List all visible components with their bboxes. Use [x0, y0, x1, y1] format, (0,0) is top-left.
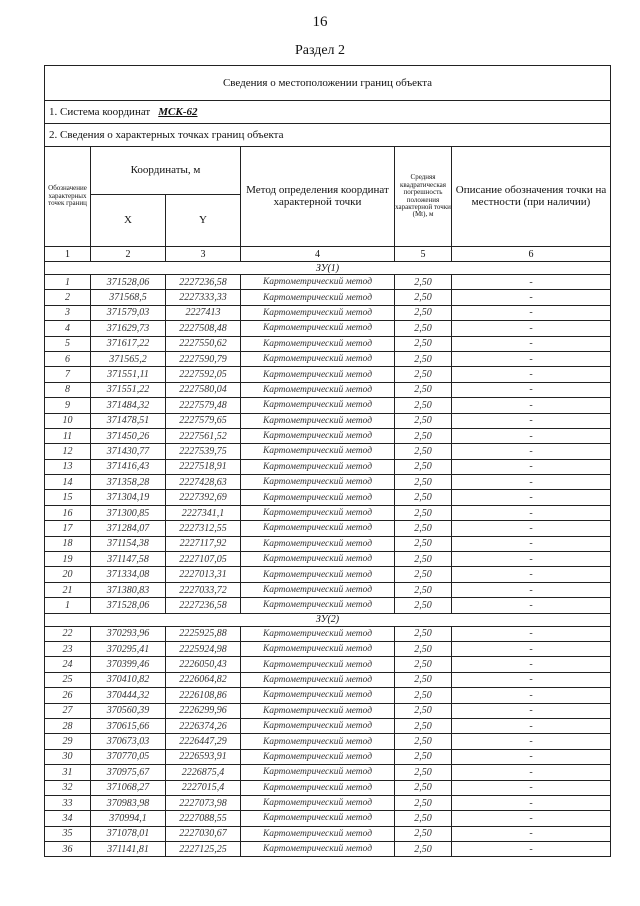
point-number: 4 — [45, 321, 91, 336]
coord-x: 370975,67 — [91, 765, 166, 780]
coord-y: 2227590,79 — [166, 351, 241, 366]
point-number: 36 — [45, 842, 91, 857]
coord-y: 2226108,86 — [166, 688, 241, 703]
coord-x: 371430,77 — [91, 444, 166, 459]
column-numbers-row — [45, 247, 611, 262]
table-row — [45, 459, 611, 474]
coord-x: 371078,01 — [91, 826, 166, 841]
rmse: 2,50 — [395, 598, 452, 613]
coord-x: 370444,32 — [91, 688, 166, 703]
rmse: 2,50 — [395, 382, 452, 397]
coordinate-system-label: 1. Система координат — [49, 106, 151, 118]
table-row — [45, 842, 611, 857]
coord-y: 2226064,82 — [166, 672, 241, 687]
rmse: 2,50 — [395, 703, 452, 718]
points-section-title: 2. Сведения о характерных точках границ объекта — [45, 124, 611, 147]
coord-y: 2226593,91 — [166, 749, 241, 764]
coord-x: 371617,22 — [91, 336, 166, 351]
method: Картометрический метод — [241, 626, 395, 641]
method: Картометрический метод — [241, 413, 395, 428]
description: - — [452, 444, 611, 459]
point-number: 22 — [45, 626, 91, 641]
point-number: 10 — [45, 413, 91, 428]
method: Картометрический метод — [241, 657, 395, 672]
rmse: 2,50 — [395, 734, 452, 749]
point-number: 2 — [45, 290, 91, 305]
description: - — [452, 811, 611, 826]
point-number: 8 — [45, 382, 91, 397]
rmse: 2,50 — [395, 795, 452, 810]
description: - — [452, 703, 611, 718]
description: - — [452, 749, 611, 764]
header-description: Описание обозначения точки на местности (при наличии) — [452, 147, 611, 247]
point-number: 26 — [45, 688, 91, 703]
table-row — [45, 749, 611, 764]
point-number: 32 — [45, 780, 91, 795]
description: - — [452, 672, 611, 687]
coord-x: 370983,98 — [91, 795, 166, 810]
table-row — [45, 811, 611, 826]
description: - — [452, 490, 611, 505]
coord-y: 2227413 — [166, 305, 241, 320]
coord-x: 371551,22 — [91, 382, 166, 397]
rmse: 2,50 — [395, 490, 452, 505]
boundary-points-table — [44, 65, 611, 857]
column-number: 4 — [241, 247, 395, 262]
table-row — [45, 305, 611, 320]
method: Картометрический метод — [241, 305, 395, 320]
point-number: 12 — [45, 444, 91, 459]
rmse: 2,50 — [395, 275, 452, 290]
description: - — [452, 582, 611, 597]
method: Картометрический метод — [241, 490, 395, 505]
group-name: ЗУ(2) — [45, 613, 611, 626]
rmse: 2,50 — [395, 521, 452, 536]
point-number: 20 — [45, 567, 91, 582]
point-number: 31 — [45, 765, 91, 780]
point-number: 19 — [45, 552, 91, 567]
table-row — [45, 382, 611, 397]
coord-y: 2227030,67 — [166, 826, 241, 841]
coord-x: 371528,06 — [91, 598, 166, 613]
coord-x: 371300,85 — [91, 505, 166, 520]
description: - — [452, 351, 611, 366]
table-row — [45, 765, 611, 780]
description: - — [452, 305, 611, 320]
header-y: Y — [166, 195, 241, 247]
rmse: 2,50 — [395, 826, 452, 841]
description: - — [452, 428, 611, 443]
coord-x: 371068,27 — [91, 780, 166, 795]
header-x: X — [91, 195, 166, 247]
table-row — [45, 413, 611, 428]
coord-x: 371478,51 — [91, 413, 166, 428]
description: - — [452, 795, 611, 810]
header-coordinates: Координаты, м — [91, 147, 241, 195]
column-number: 3 — [166, 247, 241, 262]
table-row — [45, 688, 611, 703]
rmse: 2,50 — [395, 552, 452, 567]
point-number: 13 — [45, 459, 91, 474]
method: Картометрический метод — [241, 672, 395, 687]
description: - — [452, 718, 611, 733]
point-number: 17 — [45, 521, 91, 536]
method: Картометрический метод — [241, 780, 395, 795]
coord-x: 371450,26 — [91, 428, 166, 443]
table-row — [45, 275, 611, 290]
coord-y: 2227580,04 — [166, 382, 241, 397]
coord-x: 371579,03 — [91, 305, 166, 320]
coord-y: 2226374,26 — [166, 718, 241, 733]
coord-x: 371304,19 — [91, 490, 166, 505]
table-row — [45, 718, 611, 733]
coord-y: 2227333,33 — [166, 290, 241, 305]
rmse: 2,50 — [395, 657, 452, 672]
description: - — [452, 398, 611, 413]
table-row — [45, 626, 611, 641]
coord-y: 2227236,58 — [166, 275, 241, 290]
rmse: 2,50 — [395, 444, 452, 459]
point-number: 7 — [45, 367, 91, 382]
point-number: 30 — [45, 749, 91, 764]
description: - — [452, 598, 611, 613]
description: - — [452, 780, 611, 795]
coord-y: 2226447,29 — [166, 734, 241, 749]
coordinate-system-value: МСК-62 — [158, 106, 198, 118]
coord-x: 371416,43 — [91, 459, 166, 474]
table-row — [45, 398, 611, 413]
rmse: 2,50 — [395, 780, 452, 795]
table-row — [45, 826, 611, 841]
point-number: 15 — [45, 490, 91, 505]
coord-y: 2227312,55 — [166, 521, 241, 536]
description: - — [452, 626, 611, 641]
coord-y: 2227561,52 — [166, 428, 241, 443]
description: - — [452, 826, 611, 841]
method: Картометрический метод — [241, 351, 395, 366]
method: Картометрический метод — [241, 382, 395, 397]
point-number: 18 — [45, 536, 91, 551]
table-row — [45, 780, 611, 795]
method: Картометрический метод — [241, 811, 395, 826]
method: Картометрический метод — [241, 842, 395, 857]
table-row — [45, 336, 611, 351]
coord-y: 2227088,55 — [166, 811, 241, 826]
coord-x: 371629,73 — [91, 321, 166, 336]
point-number: 29 — [45, 734, 91, 749]
coord-x: 371154,38 — [91, 536, 166, 551]
coord-x: 371551,11 — [91, 367, 166, 382]
description: - — [452, 842, 611, 857]
table-row — [45, 598, 611, 613]
rmse: 2,50 — [395, 475, 452, 490]
coord-x: 370770,05 — [91, 749, 166, 764]
coord-x: 371568,5 — [91, 290, 166, 305]
method: Картометрический метод — [241, 459, 395, 474]
method: Картометрический метод — [241, 703, 395, 718]
rmse: 2,50 — [395, 567, 452, 582]
coord-x: 371334,08 — [91, 567, 166, 582]
point-number: 28 — [45, 718, 91, 733]
coord-y: 2227125,25 — [166, 842, 241, 857]
point-number: 14 — [45, 475, 91, 490]
point-number: 35 — [45, 826, 91, 841]
method: Картометрический метод — [241, 290, 395, 305]
method: Картометрический метод — [241, 552, 395, 567]
point-number: 16 — [45, 505, 91, 520]
method: Картометрический метод — [241, 567, 395, 582]
method: Картометрический метод — [241, 321, 395, 336]
table-row — [45, 367, 611, 382]
table-row — [45, 582, 611, 597]
coord-y: 2225925,88 — [166, 626, 241, 641]
description: - — [452, 321, 611, 336]
description: - — [452, 734, 611, 749]
rmse: 2,50 — [395, 718, 452, 733]
description: - — [452, 688, 611, 703]
method: Картометрический метод — [241, 749, 395, 764]
table-row — [45, 351, 611, 366]
description: - — [452, 505, 611, 520]
method: Картометрический метод — [241, 598, 395, 613]
method: Картометрический метод — [241, 795, 395, 810]
description: - — [452, 657, 611, 672]
coord-y: 2227073,98 — [166, 795, 241, 810]
table-row — [45, 567, 611, 582]
point-number: 11 — [45, 428, 91, 443]
coord-y: 2227015,4 — [166, 780, 241, 795]
column-number: 2 — [91, 247, 166, 262]
method: Картометрический метод — [241, 734, 395, 749]
method: Картометрический метод — [241, 505, 395, 520]
coord-x: 370295,41 — [91, 641, 166, 656]
table-row — [45, 536, 611, 551]
coordinate-system-row — [45, 101, 611, 124]
point-number: 21 — [45, 582, 91, 597]
coord-y: 2226875,4 — [166, 765, 241, 780]
method: Картометрический метод — [241, 428, 395, 443]
coord-y: 2225924,98 — [166, 641, 241, 656]
rmse: 2,50 — [395, 811, 452, 826]
point-number: 6 — [45, 351, 91, 366]
point-number: 9 — [45, 398, 91, 413]
coord-x: 371284,07 — [91, 521, 166, 536]
point-number: 34 — [45, 811, 91, 826]
coord-y: 2227539,75 — [166, 444, 241, 459]
method: Картометрический метод — [241, 367, 395, 382]
coord-x: 370410,82 — [91, 672, 166, 687]
method: Картометрический метод — [241, 536, 395, 551]
method: Картометрический метод — [241, 582, 395, 597]
description: - — [452, 382, 611, 397]
rmse: 2,50 — [395, 336, 452, 351]
table-row — [45, 505, 611, 520]
table-row — [45, 672, 611, 687]
rmse: 2,50 — [395, 582, 452, 597]
coord-y: 2227392,69 — [166, 490, 241, 505]
rmse: 2,50 — [395, 459, 452, 474]
coord-y: 2227550,62 — [166, 336, 241, 351]
method: Картометрический метод — [241, 398, 395, 413]
coord-y: 2226050,43 — [166, 657, 241, 672]
header-rmse: Средняя квадратическая погрешность положения характерной точки (Mt), м — [395, 147, 452, 247]
column-number: 6 — [452, 247, 611, 262]
rmse: 2,50 — [395, 290, 452, 305]
rmse: 2,50 — [395, 641, 452, 656]
group-header-row — [45, 262, 611, 275]
section-title: Раздел 2 — [294, 43, 346, 58]
coord-y: 2227117,92 — [166, 536, 241, 551]
point-number: 24 — [45, 657, 91, 672]
rmse: 2,50 — [395, 413, 452, 428]
method: Картометрический метод — [241, 641, 395, 656]
point-number: 27 — [45, 703, 91, 718]
description: - — [452, 290, 611, 305]
rmse: 2,50 — [395, 536, 452, 551]
rmse: 2,50 — [395, 351, 452, 366]
point-number: 33 — [45, 795, 91, 810]
description: - — [452, 521, 611, 536]
point-number: 3 — [45, 305, 91, 320]
coord-y: 2227428,63 — [166, 475, 241, 490]
table-row — [45, 552, 611, 567]
rmse: 2,50 — [395, 626, 452, 641]
table-banner: Сведения о местоположении границ объекта — [45, 66, 611, 101]
point-number: 5 — [45, 336, 91, 351]
table-row — [45, 321, 611, 336]
method: Картометрический метод — [241, 688, 395, 703]
point-number: 25 — [45, 672, 91, 687]
header-method: Метод определения координат характерной точки — [241, 147, 395, 247]
table-row — [45, 475, 611, 490]
description: - — [452, 552, 611, 567]
coord-x: 370673,03 — [91, 734, 166, 749]
rmse: 2,50 — [395, 765, 452, 780]
coord-y: 2226299,96 — [166, 703, 241, 718]
method: Картометрический метод — [241, 718, 395, 733]
table-row — [45, 490, 611, 505]
rmse: 2,50 — [395, 428, 452, 443]
description: - — [452, 765, 611, 780]
coord-x: 371484,32 — [91, 398, 166, 413]
coord-y: 2227579,48 — [166, 398, 241, 413]
method: Картометрический метод — [241, 475, 395, 490]
coord-y: 2227592,05 — [166, 367, 241, 382]
table-row — [45, 795, 611, 810]
method: Картометрический метод — [241, 444, 395, 459]
description: - — [452, 275, 611, 290]
table-row — [45, 657, 611, 672]
description: - — [452, 459, 611, 474]
rmse: 2,50 — [395, 842, 452, 857]
description: - — [452, 367, 611, 382]
coord-x: 370994,1 — [91, 811, 166, 826]
table-row — [45, 734, 611, 749]
table-row — [45, 703, 611, 718]
rmse: 2,50 — [395, 505, 452, 520]
coord-y: 2227518,91 — [166, 459, 241, 474]
rmse: 2,50 — [395, 321, 452, 336]
description: - — [452, 336, 611, 351]
coord-x: 370399,46 — [91, 657, 166, 672]
table-row — [45, 641, 611, 656]
description: - — [452, 567, 611, 582]
coord-x: 371141,81 — [91, 842, 166, 857]
header-designation: Обозначение характерных точек границ — [45, 147, 91, 247]
coord-x: 370293,96 — [91, 626, 166, 641]
method: Картометрический метод — [241, 826, 395, 841]
rmse: 2,50 — [395, 305, 452, 320]
coord-y: 2227107,05 — [166, 552, 241, 567]
coord-x: 371380,83 — [91, 582, 166, 597]
table-row — [45, 290, 611, 305]
description: - — [452, 536, 611, 551]
coord-x: 371358,28 — [91, 475, 166, 490]
coord-x: 370560,39 — [91, 703, 166, 718]
coord-x: 371565,2 — [91, 351, 166, 366]
description: - — [452, 641, 611, 656]
coord-x: 371528,06 — [91, 275, 166, 290]
point-number: 1 — [45, 598, 91, 613]
method: Картометрический метод — [241, 275, 395, 290]
rmse: 2,50 — [395, 398, 452, 413]
page-number: 16 — [312, 14, 328, 30]
group-name: ЗУ(1) — [45, 262, 611, 275]
coord-y: 2227579,65 — [166, 413, 241, 428]
rmse: 2,50 — [395, 688, 452, 703]
rmse: 2,50 — [395, 672, 452, 687]
table-row — [45, 428, 611, 443]
coord-y: 2227508,48 — [166, 321, 241, 336]
point-number: 1 — [45, 275, 91, 290]
coord-x: 370615,66 — [91, 718, 166, 733]
method: Картометрический метод — [241, 521, 395, 536]
description: - — [452, 413, 611, 428]
rmse: 2,50 — [395, 749, 452, 764]
column-number: 1 — [45, 247, 91, 262]
coord-y: 2227341,1 — [166, 505, 241, 520]
coord-x: 371147,58 — [91, 552, 166, 567]
table-row — [45, 444, 611, 459]
description: - — [452, 475, 611, 490]
method: Картометрический метод — [241, 765, 395, 780]
group-header-row — [45, 613, 611, 626]
point-number: 23 — [45, 641, 91, 656]
coord-y: 2227013,31 — [166, 567, 241, 582]
column-number: 5 — [395, 247, 452, 262]
table-row — [45, 521, 611, 536]
rmse: 2,50 — [395, 367, 452, 382]
method: Картометрический метод — [241, 336, 395, 351]
coord-y: 2227236,58 — [166, 598, 241, 613]
coord-y: 2227033,72 — [166, 582, 241, 597]
